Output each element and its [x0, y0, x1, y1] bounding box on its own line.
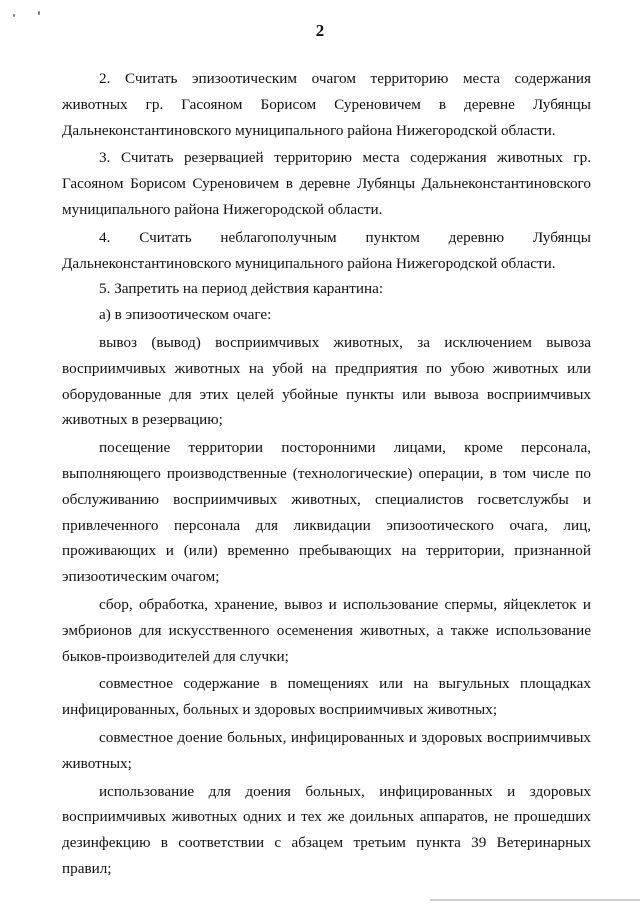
paragraph-subitem-a: а) в эпизоотическом очаге: [99, 306, 272, 324]
page-number: 2 [315, 21, 325, 40]
paragraph-joint-keeping-ban: совместное содержание в помещениях или на выгульных площадках инфицированных, больных и здоровых восприимчивых животных; [62, 675, 591, 719]
paragraph-export-ban: вывоз (вывод) восприимчивых животных, за исключением вывоза восприимчивых животных на убой на предприятия по убою животных или оборудованные для этих целей убойные пункты или вывоза восприимчивых животных в резервацию; [62, 333, 591, 429]
scan-speck [13, 14, 15, 17]
paragraph-milking-equipment-ban: использование для доения больных, инфицированных и здоровых восприимчивых животных одних и тех же доильных аппаратов, не прошедших дезинфекцию в соответствии с абзацем третьим пункта 39 Ветеринарных правил; [62, 782, 591, 877]
scan-edge-line [430, 899, 640, 901]
paragraph-sperm-ban: сбор, обработка, хранение, вывоз и использование спермы, яйцеклеток и эмбрионов для искусственного осеменения животных, а также использование быков-производителей для случки; [62, 595, 591, 665]
paragraph-item-2: 2. Считать эпизоотическим очагом территорию места содержания животных гр. Гасояном Борисом Сурeновичем в деревне Лубянцы Дальнеконстантиновского муниципального района Нижегородской области. [62, 70, 591, 139]
paragraph-visit-ban: посещение территории посторонними лицами, кроме персонала, выполняющего производственные (технологические) операции, в том числе по обслуживанию восприимчивых животных, специалистов госветслужбы и привлеченного персонала для ликвидации эпизоотического очага, лиц, проживающих и (или) временно пребывающих на территории, признанной эпизоотическим очагом; [62, 439, 591, 586]
paragraph-item-5: 5. Запретить на период действия карантина: [99, 280, 384, 298]
paragraph-item-4: 4. Считать неблагополучным пунктом деревню Лубянцы Дальнеконстантиновского муниципального района Нижегородской области. [62, 228, 591, 272]
paragraph-joint-milking-ban: совместное доение больных, инфицированных и здоровых восприимчивых животных; [62, 728, 591, 772]
paragraph-item-3: 3. Считать резервацией территорию места содержания животных гр. Гасоянoм Борисом Суреновичем в деревне Лубянцы Дальнеконстантиновского муниципального района Нижегородской области. [62, 149, 591, 218]
scan-speck [38, 11, 40, 15]
document-body [62, 66, 591, 882]
